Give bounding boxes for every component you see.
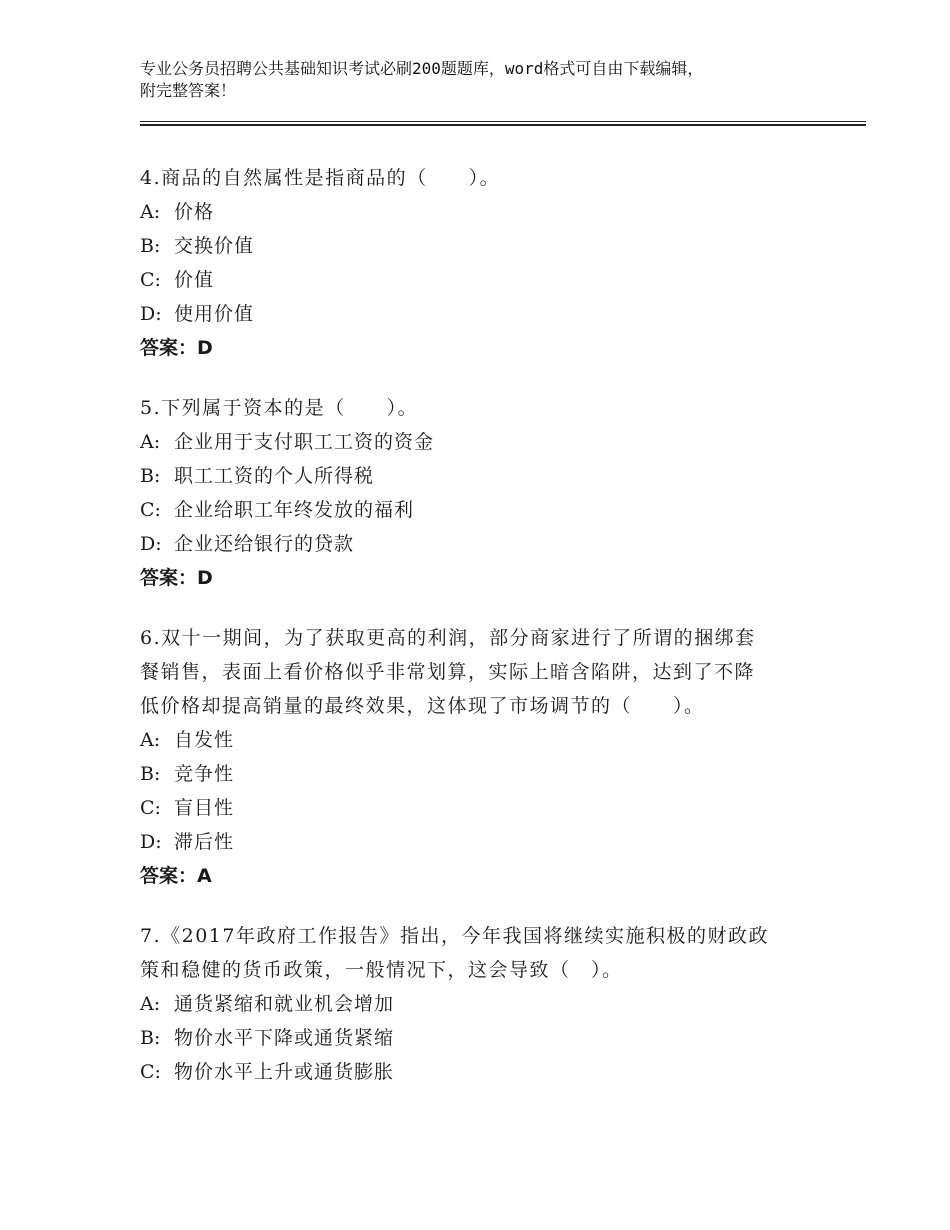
option-text: 自发性 — [174, 729, 235, 751]
question-stem — [140, 161, 840, 195]
option-letter: A: — [140, 201, 161, 223]
question-7 — [140, 919, 840, 1089]
option-letter: D: — [140, 533, 162, 555]
option-letter: B: — [140, 763, 161, 785]
option-c — [140, 493, 840, 527]
option-letter: C: — [140, 797, 161, 819]
option-letter: C: — [140, 269, 161, 291]
answer-label: 答案：D — [140, 337, 213, 359]
stem-line: 7.《2017年政府工作报告》指出，今年我国将继续实施积极的财政政 — [140, 925, 769, 947]
option-text: 价格 — [174, 201, 215, 223]
question-stem — [140, 919, 840, 987]
option-a — [140, 425, 840, 459]
option-letter: A: — [140, 729, 161, 751]
option-b — [140, 229, 840, 263]
option-letter: B: — [140, 235, 161, 257]
question-stem — [140, 621, 840, 723]
option-c — [140, 1055, 840, 1089]
option-text: 盲目性 — [174, 797, 235, 819]
option-b — [140, 459, 840, 493]
option-d — [140, 825, 840, 859]
option-text: 职工工资的个人所得税 — [174, 465, 375, 487]
option-b — [140, 1021, 840, 1055]
option-letter: C: — [140, 499, 161, 521]
option-c — [140, 791, 840, 825]
option-text: 交换价值 — [174, 235, 255, 257]
option-letter: D: — [140, 831, 162, 853]
option-text: 企业给职工年终发放的福利 — [174, 499, 415, 521]
question-stem — [140, 391, 840, 425]
stem-line: 策和稳健的货币政策，一般情况下，这会导致（ ）。 — [140, 959, 623, 981]
question-4 — [140, 161, 840, 365]
option-text: 物价水平上升或通货膨胀 — [174, 1061, 395, 1083]
question-5 — [140, 391, 840, 595]
stem-line: 低价格却提高销量的最终效果，这体现了市场调节的（ ）。 — [140, 695, 705, 717]
option-letter: C: — [140, 1061, 161, 1083]
option-letter: D: — [140, 303, 162, 325]
option-text: 滞后性 — [174, 831, 235, 853]
stem-line: 6.双十一期间，为了获取更高的利润，部分商家进行了所谓的捆绑套 — [140, 627, 756, 649]
stem-line: 餐销售，表面上看价格似乎非常划算，实际上暗含陷阱，达到了不降 — [140, 661, 756, 683]
stem-line: 4.商品的自然属性是指商品的（ ）。 — [140, 167, 501, 189]
option-text: 企业用于支付职工工资的资金 — [174, 431, 435, 453]
option-letter: B: — [140, 1027, 161, 1049]
document-header — [140, 58, 840, 102]
option-text: 使用价值 — [174, 303, 255, 325]
option-text: 企业还给银行的贷款 — [174, 533, 355, 555]
header-line-2: 附完整答案！ — [140, 81, 237, 100]
option-c — [140, 263, 840, 297]
stem-line: 5.下列属于资本的是（ ）。 — [140, 397, 419, 419]
option-a — [140, 723, 840, 757]
option-d — [140, 297, 840, 331]
answer-label: 答案：A — [140, 865, 212, 887]
option-text: 物价水平下降或通货紧缩 — [174, 1027, 395, 1049]
option-d — [140, 527, 840, 561]
option-letter: A: — [140, 993, 161, 1015]
answer-label: 答案：D — [140, 567, 213, 589]
option-text: 通货紧缩和就业机会增加 — [174, 993, 395, 1015]
option-letter: B: — [140, 465, 161, 487]
header-divider — [140, 121, 866, 126]
option-b — [140, 757, 840, 791]
option-a — [140, 195, 840, 229]
header-line-1: 专业公务员招聘公共基础知识考试必刷200题题库，word格式可自由下载编辑， — [140, 59, 704, 78]
option-letter: A: — [140, 431, 161, 453]
option-text: 价值 — [174, 269, 215, 291]
question-list — [140, 161, 840, 1115]
option-text: 竞争性 — [174, 763, 235, 785]
option-a — [140, 987, 840, 1021]
question-6 — [140, 621, 840, 893]
